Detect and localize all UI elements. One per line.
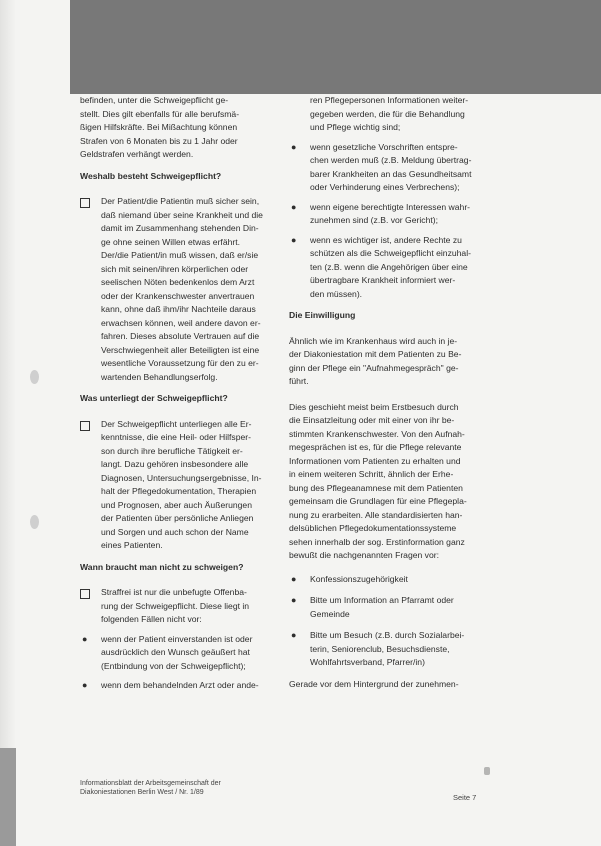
boxed-paragraph (80, 418, 274, 553)
bullet-item (80, 679, 274, 693)
punch-hole (30, 370, 39, 384)
text-line: und Pflege wichtig sind; (310, 122, 401, 132)
text-line: in einem weiteren Schritt, ähnlich der Erhe- (289, 469, 454, 479)
text-line: Ähnlich wie im Krankenhaus wird auch in je- (289, 335, 458, 346)
text-line: Wohlfahrtsverband, Pfarrer/in) (310, 657, 425, 667)
text-line: der Diakoniestation mit dem Patienten zu Be- (289, 349, 462, 359)
text-line: schützen als die Schweigepflicht einzuhal- (310, 248, 471, 258)
bullet-item (289, 594, 489, 621)
text-line: Konfessionszugehörigkeit (310, 573, 408, 584)
scan-speck (484, 767, 490, 775)
scan-edge-shadow (0, 748, 16, 846)
text-line: Diagnosen, Untersuchungsergebnisse, In- (101, 472, 262, 483)
text-line: gemeinsam die Grundlagen für eine Pflegepla- (289, 496, 467, 506)
text-line: Geldstrafen verhängt werden. (80, 149, 194, 159)
text-line: oder der Krankenschwester anvertrauen (101, 290, 255, 301)
text-line: fahren. Dieses absolute Vertrauen auf die (101, 331, 260, 341)
intro-paragraph (80, 94, 274, 162)
bullet-item (289, 573, 489, 587)
bullet-continuation (289, 94, 489, 135)
right-column (289, 94, 489, 691)
text-line: terin, Seniorenclub, Besuchsdienste, (310, 643, 450, 654)
text-line: barer Krankheiten an das Gesundheitsamt (310, 168, 472, 179)
text-line: sehen innerhalb der sog. Erstinformation ganz (289, 536, 465, 547)
text-line: Der Patient/die Patientin muß sicher sein, (101, 196, 260, 206)
scan-edge (0, 0, 16, 846)
checkbox-square-icon (80, 421, 90, 431)
punch-hole (30, 515, 39, 529)
text-line: ge ohne seinen Willen etwas erfährt. (101, 236, 241, 247)
text-line: bung des Pflegeanamnese mit dem Patienten (289, 482, 463, 493)
checkbox-square-icon (80, 589, 90, 599)
left-column (80, 94, 274, 693)
text-line: sich mit seinen/ihren körperlichen oder (101, 263, 249, 274)
checkbox-square-icon (80, 198, 90, 208)
text-line: ßigen Hilfskräfte. Bei Mißachtung können (80, 122, 238, 132)
boxed-paragraph (80, 586, 274, 627)
text-line: daß niemand über seine Krankheit und die (101, 209, 263, 220)
bullet-icon: ● (291, 201, 297, 212)
body-paragraph (289, 401, 489, 563)
bullet-item (289, 234, 489, 302)
text-line: oder Verhinderung eines Verbrechens); (310, 182, 460, 192)
text-line: gegeben werden, die für die Behandlung (310, 108, 465, 119)
text-line: Dies geschieht meist beim Erstbesuch durch (289, 401, 459, 412)
bullet-item (289, 141, 489, 195)
text-line: megesprächen ist es, für die Pflege relevante (289, 442, 462, 452)
footer-line: Diakoniestationen Berlin West / Nr. 1/89 (80, 789, 204, 796)
text-line: langt. Dazu gehören insbesondere alle (101, 459, 249, 469)
text-line: wenn der Patient einverstanden ist oder (101, 633, 253, 644)
text-line: Informationen vom Patienten zu erhalten und (289, 455, 461, 466)
section-heading: Was unterliegt der Schweigepflicht? (80, 393, 228, 403)
text-line: Bitte um Information an Pfarramt oder (310, 595, 454, 605)
text-line: Strafen von 6 Monaten bis zu 1 Jahr oder (80, 135, 238, 146)
text-line: und Sorgen und auch schon der Name (101, 526, 249, 537)
text-line: wenn eigene berechtigte Interessen wahr- (310, 201, 471, 212)
section-heading: Weshalb besteht Schweigepflicht? (80, 170, 222, 181)
text-line: nung zu erarbeiten. Alle standardisierten han- (289, 509, 463, 520)
section-heading: Die Einwilligung (289, 310, 356, 320)
text-line: der Patienten über persönliche Anliegen (101, 513, 254, 523)
text-line: und Prognosen, aber auch Äußerungen (101, 499, 252, 510)
section-heading: Wann braucht man nicht zu schweigen? (80, 561, 244, 572)
text-line: Gemeinde (310, 608, 350, 619)
text-line: son durch ihre berufliche Tätigkeit er- (101, 445, 243, 456)
bullet-icon: ● (82, 680, 88, 690)
footer-line: Informationsblatt der Arbeitsgemeinschaft der (80, 780, 221, 787)
text-line: eines Patienten. (101, 540, 163, 550)
bullet-item (80, 633, 274, 674)
text-line: Bitte um Besuch (z.B. durch Sozialarbei- (310, 630, 465, 640)
text-line: bewußt die nachgenannten Fragen vor: (289, 550, 440, 560)
bullet-icon: ● (291, 141, 297, 152)
text-line: kann, ohne daß ihm/ihr Nachteile daraus (101, 304, 256, 314)
body-paragraph (289, 678, 489, 692)
text-line: wenn es wichtiger ist, andere Rechte zu (310, 234, 462, 245)
text-line: stellt. Dies gilt ebenfalls für alle berufsmä- (80, 108, 240, 119)
text-line: delsüblichen Pflegedokumentationssysteme (289, 523, 457, 533)
text-line: stimmten Krankenschwester. Von den Aufnah- (289, 428, 465, 439)
text-line: zunehmen sind (z.B. vor Gericht); (310, 215, 438, 225)
boxed-paragraph (80, 195, 274, 384)
text-line: kenntnisse, die eine Heil- oder Hilfsper- (101, 432, 251, 442)
bullet-item (289, 629, 489, 670)
text-line: chen werden muß (z.B. Meldung übertrag- (310, 155, 472, 165)
text-line: folgenden Fällen nicht vor: (101, 614, 202, 624)
body-paragraph (289, 335, 489, 389)
text-line: wesentliche Voraussetzung für den zu er- (101, 358, 259, 368)
bullet-icon: ● (291, 595, 297, 605)
text-line: Gerade vor dem Hintergrund der zunehmen- (289, 678, 459, 689)
text-line: ginn der Pflege ein "Aufnahmegespräch" ge- (289, 362, 459, 373)
text-line: erwachsen können, weil andere davon er- (101, 317, 261, 328)
text-line: befinden, unter die Schweigepflicht ge- (80, 95, 229, 105)
text-line: rung der Schweigepflicht. Diese liegt in (101, 600, 250, 611)
bullet-icon: ● (291, 573, 297, 584)
footer-publication (80, 779, 221, 797)
text-line: Der/die Patient/in muß wissen, daß er/sie (101, 250, 259, 260)
text-line: führt. (289, 376, 309, 386)
bullet-icon: ● (291, 234, 297, 245)
text-line: wartenden Behandlungserfolg. (101, 371, 218, 382)
text-line: damit im Zusammenhang stehenden Din- (101, 223, 259, 233)
text-line: Verschwiegenheit aller Beteiligten ist eine (101, 344, 260, 355)
text-line: Straffrei ist nur die unbefugte Offenba- (101, 587, 247, 597)
text-line: übertragbare Krankheit informiert wer- (310, 275, 456, 285)
text-line: Der Schweigepflicht unterliegen alle Er- (101, 418, 252, 429)
header-band (70, 0, 601, 94)
text-line: den müssen). (310, 288, 363, 299)
text-line: seelischen Nöten bedenkenlos dem Arzt (101, 277, 255, 287)
text-line: die Einsatzleitung oder mit einer von ihr be- (289, 415, 455, 425)
bullet-item (289, 201, 489, 228)
text-line: ren Pflegepersonen Informationen weiter- (310, 95, 469, 105)
text-line: ausdrücklich den Wunsch geäußert hat (101, 647, 250, 657)
bullet-icon: ● (82, 633, 88, 644)
text-line: wenn gesetzliche Vorschriften entspre- (310, 141, 458, 152)
text-line: (Entbindung von der Schweigepflicht); (101, 660, 246, 671)
text-line: ten (z.B. wenn die Angehörigen über eine (310, 261, 468, 272)
bullet-icon: ● (291, 630, 297, 640)
text-line: wenn dem behandelnden Arzt oder ande- (101, 680, 259, 690)
text-line: halt der Pflegedokumentation, Therapien (101, 486, 257, 496)
page-number: Seite 7 (453, 793, 477, 802)
